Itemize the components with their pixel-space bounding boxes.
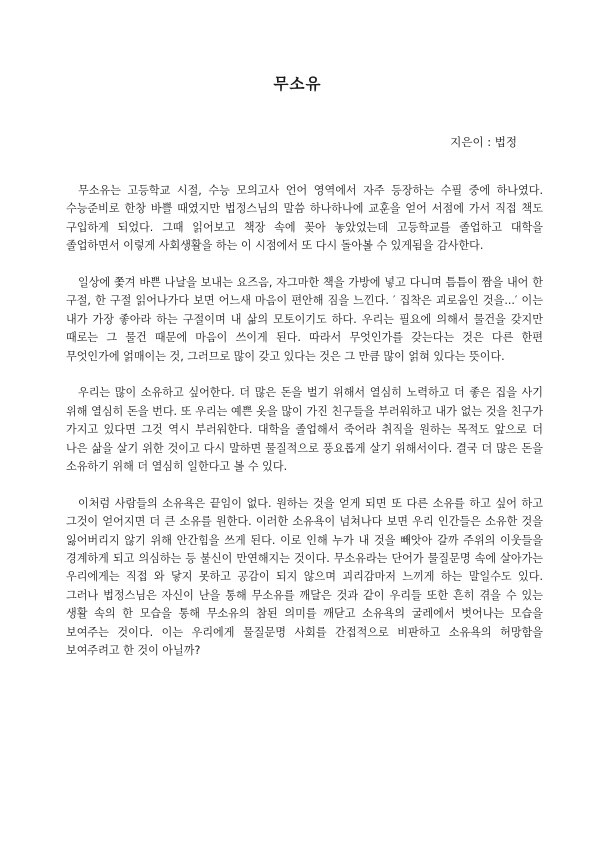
paragraph-3: 우리는 많이 소유하고 싶어한다. 더 많은 돈을 벌기 위해서 열심히 노력하고 더 좋은 집을 사기 위해 열심히 돈을 번다. 또 우리는 예쁜 옷을 많이 가진 친구들을 부러워하고 내가 없는 것을 친구가 가지고 있다면 그것 역시 부러워한다. 대학을 졸업해서 죽어라 취직을 원하는 목적도 앞으로 더 나은 삶을 살기 위한 것이고 다시 말하면 물질적으로 풍요롭게 살기 위해서이다. 결국 더 많은 돈을 소유하기 위해 더 열심히 일한다고 볼 수 있다. (66, 386, 543, 474)
author-line: 지은이 : 법정 (450, 135, 517, 149)
paragraph-2: 일상에 쫓겨 바쁜 나날을 보내는 요즈음, 자그마한 책을 가방에 넣고 다니며 틈틈이 짬을 내어 한 구절, 한 구절 읽어나가다 보면 어느새 마음이 편안해 짐을 느낀다. ′ 집착은 괴로움인 것을...′ 이는 내가 가장 좋아라 하는 구절이며 내 삶의 모토이기도 하다. 우리는 필요에 의해서 물건을 갖지만 때로는 그 물건 때문에 마음이 쓰이게 된다. 따라서 무엇인가를 갖는다는 것은 다른 한편 무엇인가에 얽매이는 것, 그러므로 많이 갖고 있다는 것은 그 만큼 많이 얽혀 있다는 뜻이다. (66, 276, 543, 363)
document-body (66, 182, 543, 679)
document-title: 무소유 (273, 75, 322, 93)
paragraph-4: 이처럼 사람들의 소유욕은 끝임이 없다. 원하는 것을 얻게 되면 또 다른 소유를 하고 싶어 하고 그것이 얻어지면 더 큰 소유를 원한다. 이러한 소유욕이 넘쳐나다 보면 우리 인간들은 소유한 것을 잃어버리지 않기 위해 안간힘을 쓰게 된다. 이로 인해 누가 내 것을 빼앗아 갈까 주위의 이웃들을 경계하게 되고 의심하는 등 불신이 만연해지는 것이다. 무소유라는 단어가 물질문명 속에 살아가는 우리에게는 직접 와 닿지 못하고 공감이 되지 않으며 괴리감마저 느끼게 하는 말일수도 있다. 그러나 법정스님은 자신이 난을 통해 무소유를 깨달은 것과 같이 우리들 또한 흔히 겪을 수 있는 생활 속의 한 모습을 통해 무소유의 참된 의미를 깨닫고 소유욕의 굴레에서 벗어나는 모습을 보여주는 것이다. 이는 우리에게 물질문명 사회를 간접적으로 비판하고 소유욕의 허망함을 보여주려고 한 것이 아닐까? (66, 496, 543, 658)
paragraph-1: 무소유는 고등학교 시절, 수능 모의고사 언어 영역에서 자주 등장하는 수필 중에 하나였다. 수능준비로 한창 바쁠 때였지만 법정스님의 말씀 하나하나에 교훈을 얻어 서점에 가서 직접 책도 구입하게 되었다. 그때 읽어보고 책장 속에 꽂아 놓았었는데 고등학교를 졸업하고 대학을 졸업하면서 이렇게 사회생활을 하는 이 시점에서 또 다시 돌아볼 수 있게됨을 감사한다. (66, 184, 543, 253)
